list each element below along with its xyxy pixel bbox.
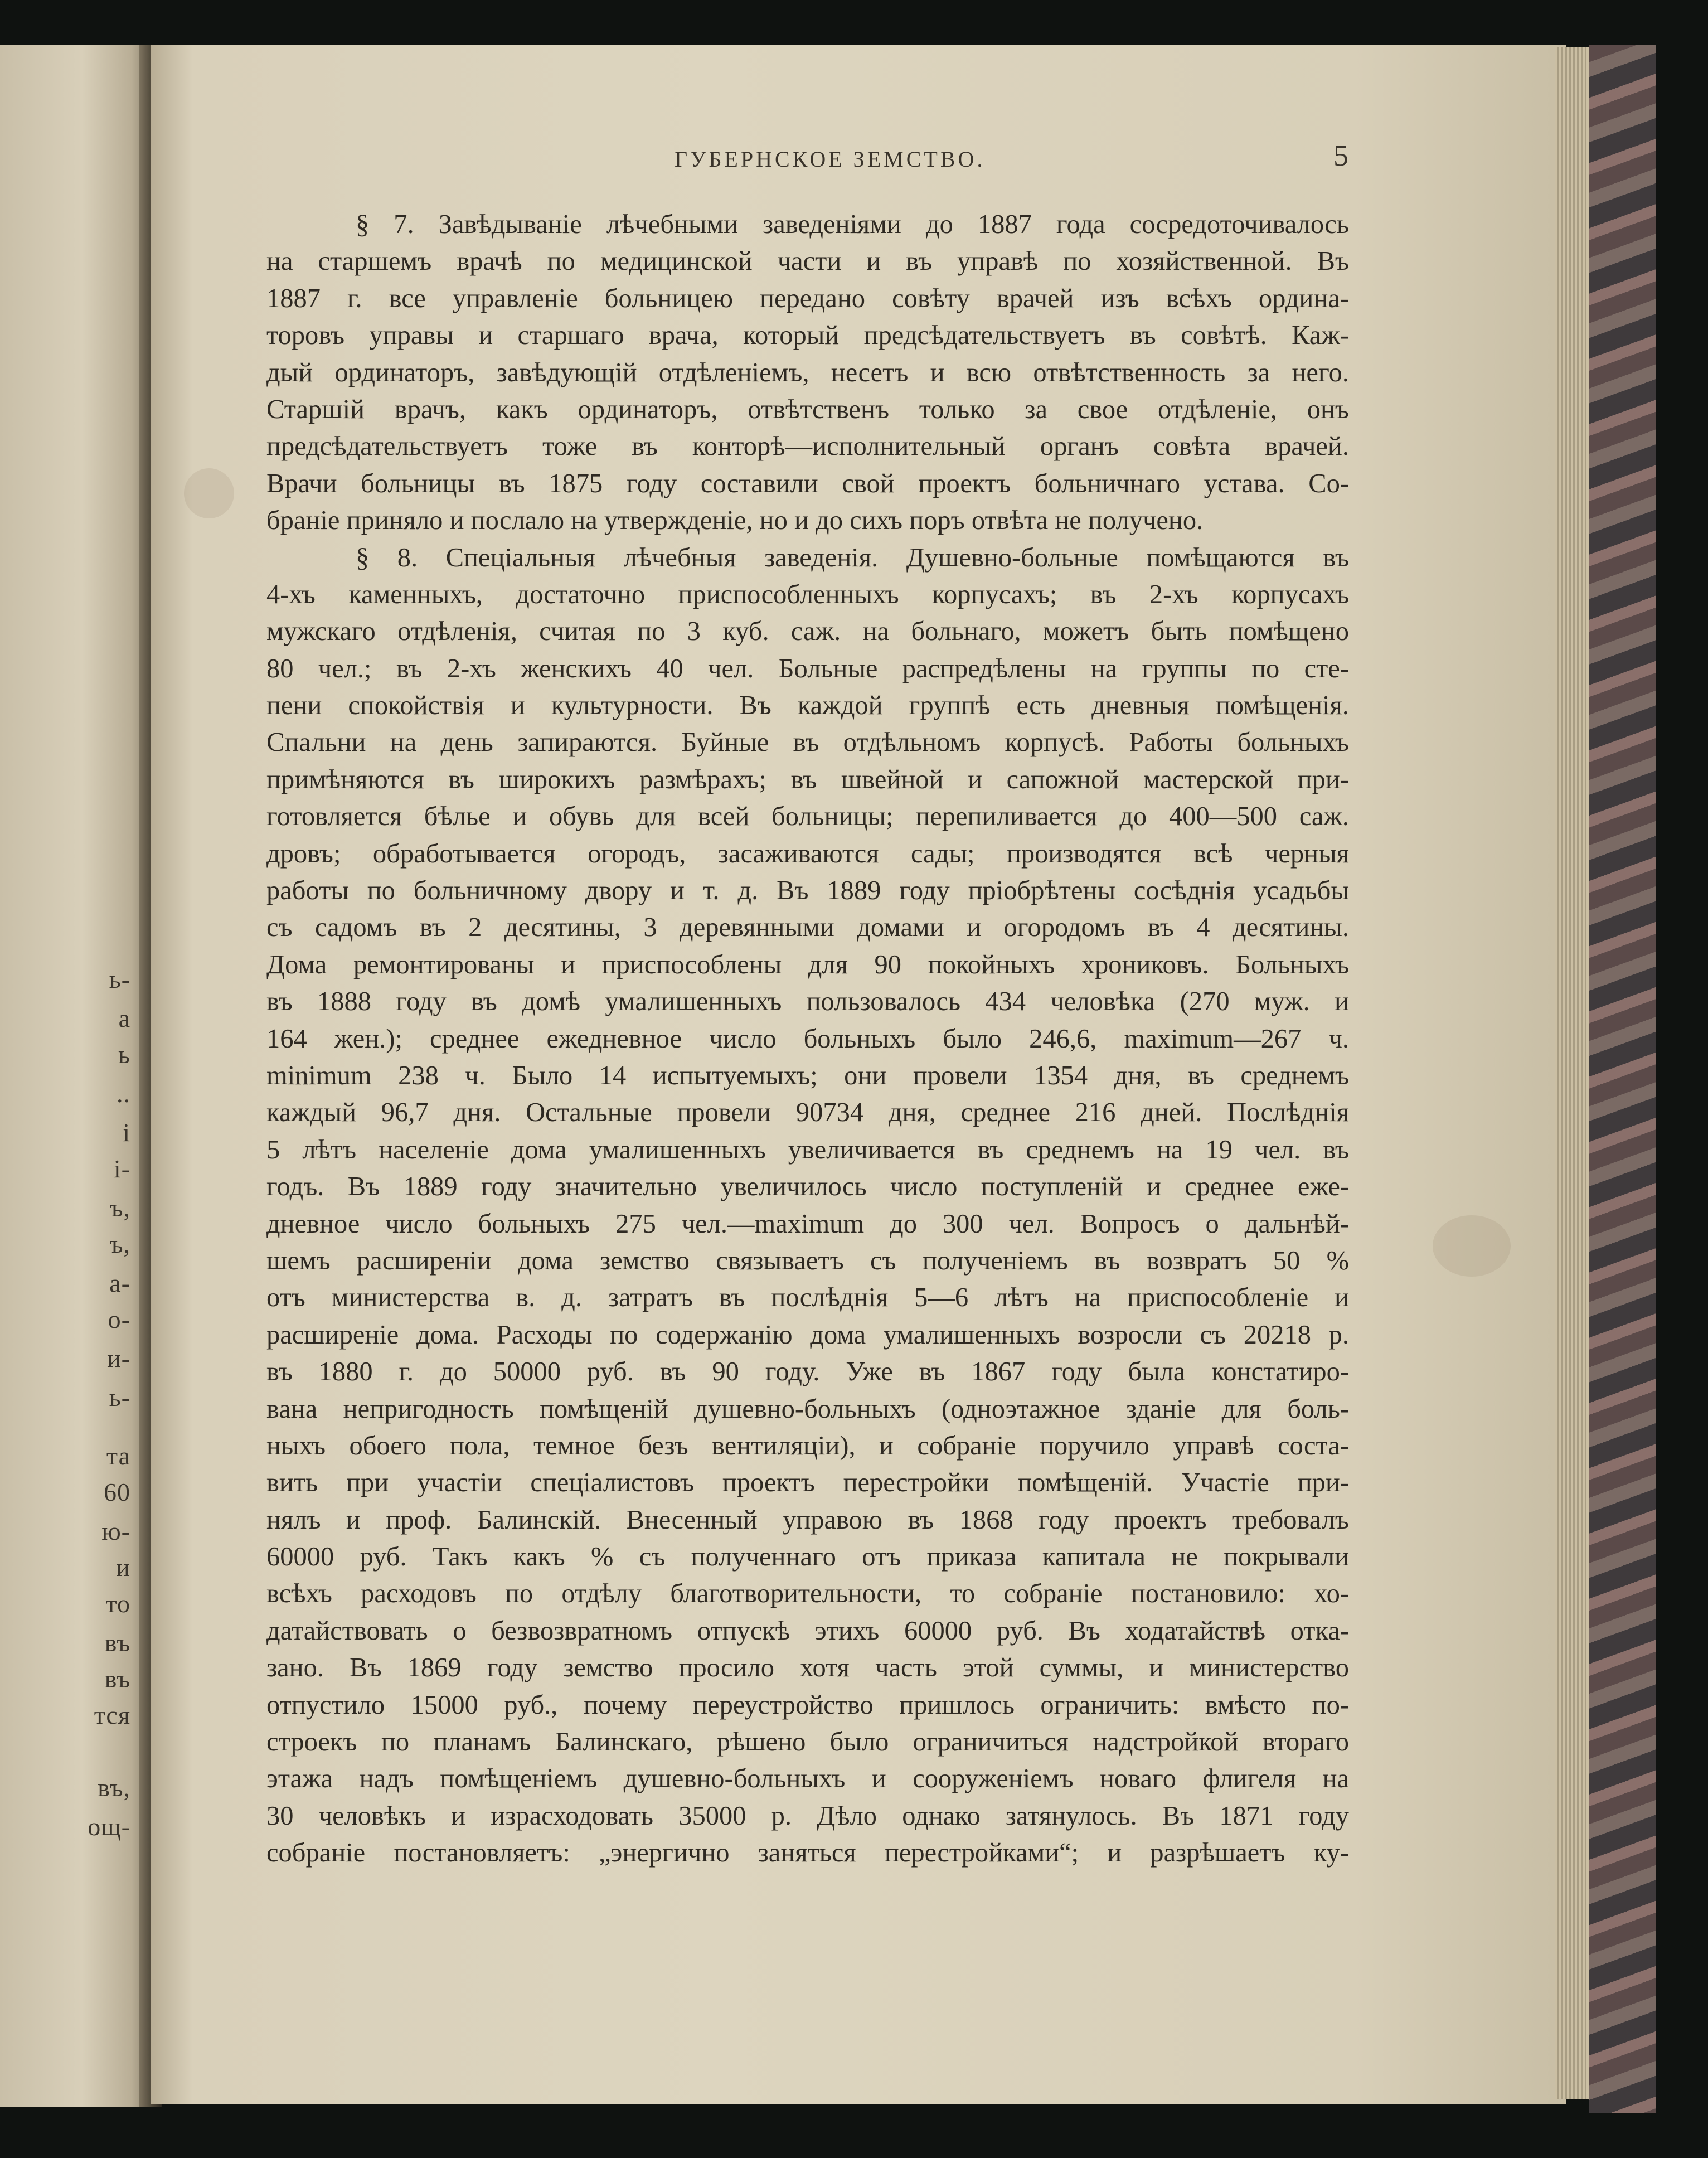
- text-line: предсѣдательствуетъ тоже въ конторѣ—исполнительный органъ совѣта врачей.: [266, 431, 1349, 462]
- text-line: пени спокойствія и культурности. Въ каждой группѣ есть дневныя помѣщенія.: [266, 691, 1349, 721]
- text-line: отъ министерства в. д. затратъ въ послѣднія 5—6 лѣтъ на приспособленіе и: [266, 1283, 1349, 1313]
- text-line: дый ординаторъ, завѣдующій отдѣленіемъ, несетъ и всю отвѣтственность за него.: [266, 357, 1349, 387]
- previous-page-fragment: ощ-: [88, 1812, 130, 1841]
- text-line: minimum 238 ч. Было 14 испытуемыхъ; они провели 1354 дня, въ среднемъ: [266, 1060, 1349, 1090]
- previous-page-fragment: въ: [104, 1665, 130, 1693]
- previous-page-fragment: а: [118, 1004, 130, 1032]
- text-line: 164 жен.); среднее ежедневное число больныхъ было 246,6, maximum—267 ч.: [266, 1024, 1349, 1054]
- text-line: въ 1880 г. до 50000 руб. въ 90 году. Уже въ 1867 году была констатиро-: [266, 1357, 1349, 1387]
- text-line: годъ. Въ 1889 году значительно увеличилось число поступленій и среднее еже-: [266, 1172, 1349, 1202]
- previous-page-fragment: въ,: [98, 1773, 130, 1802]
- previous-page-fragment: і-: [113, 1155, 130, 1183]
- text-line: строекъ по планамъ Балинскаго, рѣшено было ограничиться надстройкой втораго: [266, 1727, 1349, 1757]
- text-line: работы по больничному двору и т. д. Въ 1889 году пріобрѣтены сосѣднія усадьбы: [266, 876, 1349, 906]
- previous-page-fragment: и: [116, 1553, 130, 1582]
- text-line: собраніе постановляетъ: „энергично заняться перестройками“; и разрѣшаетъ ку-: [266, 1838, 1349, 1868]
- text-line: расширеніе дома. Расходы по содержанію дома умалишенныхъ возросли съ 20218 р.: [266, 1320, 1349, 1350]
- text-line: дневное число больныхъ 275 чел.—maximum до 300 чел. Вопросъ о дальнѣй-: [266, 1209, 1349, 1239]
- previous-page-fragment: ъ,: [109, 1230, 130, 1258]
- text-line: съ садомъ въ 2 десятины, 3 деревянными домами и огородомъ въ 4 десятины.: [266, 913, 1349, 943]
- previous-page-fragment: ъ,: [109, 1194, 130, 1222]
- text-line: датайствовать о безвозвратномъ отпускѣ этихъ 60000 руб. Въ ходатайствѣ отка-: [266, 1616, 1349, 1646]
- previous-page-fragment: тся: [94, 1701, 130, 1729]
- marbled-cover: [1589, 45, 1656, 2113]
- text-line: вить при участіи спеціалистовъ проектъ перестройки помѣщеній. Участіе при-: [266, 1468, 1349, 1498]
- text-line: зано. Въ 1869 году земство просило хотя часть этой суммы, и министерство: [266, 1653, 1349, 1683]
- text-line: Врачи больницы въ 1875 году составили свой проектъ больничнаго устава. Со-: [266, 468, 1349, 498]
- text-line: Старшій врачъ, какъ ординаторъ, отвѣтственъ только за свое отдѣленіе, онъ: [266, 394, 1349, 424]
- text-line: всѣхъ расходовъ по отдѣлу благотворительности, то собраніе постановило: хо-: [266, 1579, 1349, 1609]
- previous-page-fragment: ь-: [109, 1383, 130, 1412]
- text-line: 80 чел.; въ 2-хъ женскихъ 40 чел. Больные распредѣлены на группы по сте-: [266, 653, 1349, 683]
- previous-page-fragment: та: [106, 1442, 130, 1470]
- previous-page-fragment: ..: [117, 1079, 130, 1108]
- text-line: дровъ; обработывается огородъ, засаживаются сады; производятся всѣ черныя: [266, 838, 1349, 869]
- previous-page-fragment: и-: [107, 1344, 130, 1373]
- previous-page-fragment: въ: [104, 1628, 130, 1657]
- page-number: 5: [1333, 139, 1348, 172]
- running-header: ГУБЕРНСКОЕ ЗЕМСТВО.: [675, 147, 986, 172]
- text-line: отпустило 15000 руб., почему переустройство пришлось ограничить: вмѣсто по-: [266, 1690, 1349, 1720]
- text-line: въ 1888 году въ домѣ умалишенныхъ пользовалось 434 человѣка (270 муж. и: [266, 987, 1349, 1017]
- text-line: 4-хъ каменныхъ, достаточно приспособленныхъ корпусахъ; въ 2-хъ корпусахъ: [266, 579, 1349, 609]
- text-line: 60000 руб. Такъ какъ % съ полученнаго отъ приказа капитала не покрывали: [266, 1542, 1349, 1572]
- previous-page-text-fragments: [0, 758, 134, 1873]
- text-line: готовляется бѣлье и обувь для всей больницы; перепиливается до 400—500 саж.: [266, 802, 1349, 832]
- text-line: примѣняются въ широкихъ размѣрахъ; въ швейной и сапожной мастерской при-: [266, 764, 1349, 794]
- text-line: на старшемъ врачѣ по медицинской части и въ управѣ по хозяйственной. Въ: [266, 246, 1349, 277]
- text-line: нялъ и проф. Балинскій. Внесенный управою въ 1868 году проектъ требовалъ: [266, 1505, 1349, 1535]
- previous-page-fragment: о-: [108, 1305, 130, 1333]
- text-line: 30 человѣкъ и израсходовать 35000 р. Дѣло однако затянулось. Въ 1871 году: [266, 1801, 1349, 1831]
- text-line: каждый 96,7 дня. Остальные провели 90734 дня, среднее 216 дней. Послѣднія: [266, 1098, 1349, 1128]
- text-line: шемъ расширеніи дома земство связываетъ съ полученіемъ въ возвратъ 50 %: [266, 1245, 1349, 1276]
- text-line: этажа надъ помѣщеніемъ душевно-больныхъ и сооруженіемъ новаго флигеля на: [266, 1764, 1349, 1794]
- previous-page-fragment: а-: [109, 1269, 130, 1297]
- previous-page-fragment: ь: [118, 1040, 130, 1069]
- previous-page-fragment: і: [123, 1118, 130, 1147]
- text-line: Дома ремонтированы и приспособлены для 90 покойныхъ хрониковъ. Больныхъ: [266, 949, 1349, 979]
- text-line: вана непригодность помѣщеній душевно-больныхъ (одноэтажное зданіе для боль-: [266, 1394, 1349, 1424]
- text-line: ныхъ обоего пола, темное безъ вентиляціи), и собраніе поручило управѣ соста-: [266, 1430, 1349, 1461]
- previous-page-fragment: то: [105, 1589, 130, 1618]
- text-line: § 8. Спеціальныя лѣчебныя заведенія. Душевно-больные помѣщаются въ: [356, 542, 1349, 573]
- text-line: 5 лѣтъ населеніе дома умалишенныхъ увеличивается въ среднемъ на 19 чел. въ: [266, 1134, 1349, 1165]
- previous-page-fragment: ю-: [101, 1517, 130, 1545]
- previous-page-fragment: 60: [104, 1478, 130, 1506]
- body-text: [266, 206, 1349, 1872]
- text-line: Спальни на день запираются. Буйные въ отдѣльномъ корпусѣ. Работы больныхъ: [266, 728, 1349, 758]
- text-line: торовъ управы и старшаго врача, который предсѣдательствуетъ въ совѣтѣ. Каж-: [266, 321, 1349, 351]
- previous-page-fragment: ь-: [109, 965, 130, 993]
- text-line: мужскаго отдѣленія, считая по 3 куб. саж. на больнаго, можетъ быть помѣщено: [266, 617, 1349, 647]
- text-line: браніе приняло и послало на утвержденіе, но и до сихъ поръ отвѣта не получено.: [266, 506, 1204, 536]
- text-line: § 7. Завѣдываніе лѣчебными заведеніями до 1887 года сосредоточивалось: [356, 210, 1349, 239]
- text-line: 1887 г. все управленіе больницею передано совѣту врачей изъ всѣхъ ордина-: [266, 283, 1349, 313]
